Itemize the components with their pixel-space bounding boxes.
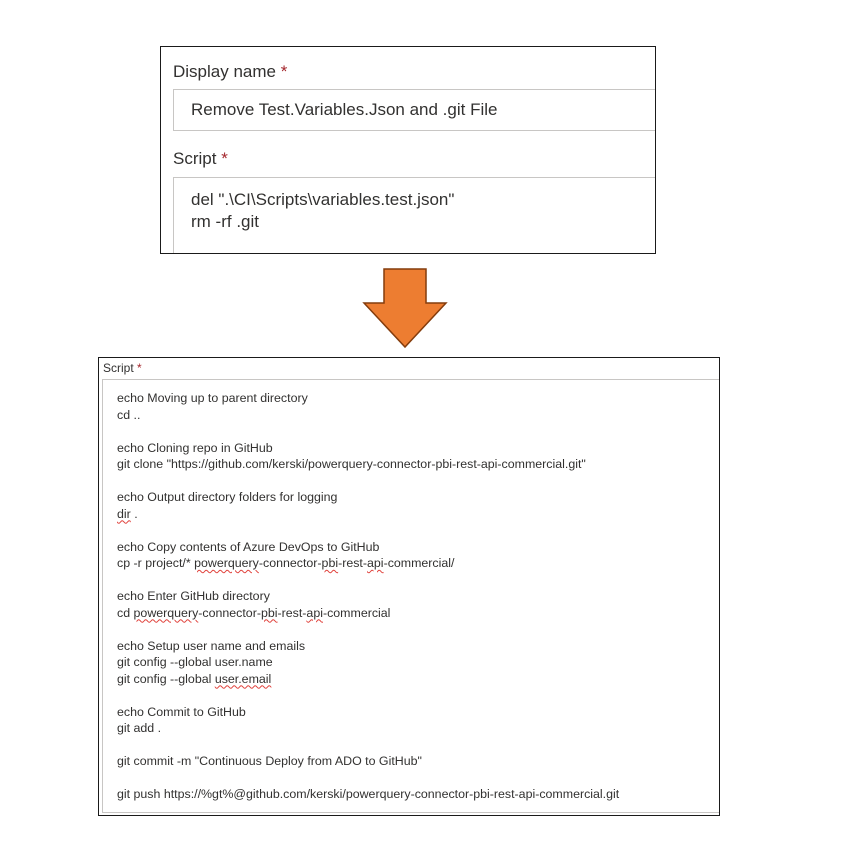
script-textarea-after[interactable] (102, 379, 720, 813)
script-blank-line (117, 770, 720, 787)
script-text: -commercial/ (383, 556, 455, 570)
script-text: . (130, 506, 138, 521)
script-label-text: Script (173, 149, 217, 168)
script-text: -connector- (198, 605, 261, 620)
script-label-text: Script (103, 361, 134, 375)
script-text: git add . (117, 721, 162, 735)
script-line (117, 539, 720, 556)
spellcheck-flagged-word: powerquery (133, 605, 199, 620)
required-asterisk: * (221, 149, 228, 168)
script-line (117, 654, 720, 671)
script-line (117, 671, 720, 688)
spellcheck-flagged-word: powerquery (194, 556, 259, 570)
script-line (117, 440, 720, 457)
script-text: git push https://%gt%@github.com/kerski/powerquery-connector-pbi-rest-api-commercial.git (117, 787, 620, 801)
required-asterisk: * (137, 361, 142, 375)
spellcheck-flagged-word: pbi (321, 556, 339, 570)
arrow-down-icon (362, 267, 448, 349)
script-line (117, 407, 720, 424)
script-label (173, 149, 228, 169)
script-text: -rest- (338, 556, 368, 570)
script-text: git clone "https://github.com/kerski/powerquery-connector-pbi-rest-api-commercial.git" (117, 457, 586, 471)
script-text: cd .. (117, 407, 141, 422)
script-text: -connector- (258, 556, 322, 570)
script-line (117, 489, 720, 506)
script-textarea-before[interactable] (173, 177, 656, 254)
spellcheck-flagged-word: dir (117, 506, 131, 521)
spellcheck-flagged-word: pbi (260, 605, 278, 620)
script-text: echo Cloning repo in GitHub (117, 440, 273, 455)
script-text: git config --global (117, 671, 215, 686)
script-line (117, 786, 720, 803)
script-line: rm -rf .git (191, 212, 259, 231)
script-text: echo Setup user name and emails (117, 638, 306, 653)
task-settings-panel-before (160, 46, 656, 254)
script-text: echo Output directory folders for logging (117, 490, 338, 504)
script-blank-line (117, 572, 720, 589)
arrow-down-shape (364, 269, 446, 347)
script-text: git commit -m "Continuous Deploy from ADO to GitHub" (117, 754, 422, 768)
script-blank-line (117, 473, 720, 490)
display-name-input[interactable]: Remove Test.Variables.Json and .git File (173, 89, 656, 131)
script-blank-line (117, 737, 720, 754)
script-line (117, 704, 720, 721)
task-settings-panel-after (98, 357, 720, 816)
script-text: echo Copy contents of Azure DevOps to GitHub (117, 539, 380, 554)
script-text: echo Commit to GitHub (117, 704, 246, 719)
script-blank-line (117, 522, 720, 539)
script-text: echo Moving up to parent directory (117, 391, 308, 405)
script-blank-line (117, 687, 720, 704)
script-line (117, 753, 720, 770)
script-text: cd (117, 605, 134, 620)
script-line (117, 588, 720, 605)
script-line: del ".\CI\Scripts\variables.test.json" (191, 190, 455, 209)
script-blank-line (117, 621, 720, 638)
script-text: -rest- (277, 605, 307, 620)
script-line (117, 456, 720, 473)
spellcheck-flagged-word: api (367, 556, 384, 570)
script-line (117, 638, 720, 655)
script-label (103, 361, 142, 375)
script-line (117, 555, 720, 572)
script-blank-line (117, 423, 720, 440)
display-name-label-text: Display name (173, 62, 276, 81)
required-asterisk: * (280, 62, 288, 81)
spellcheck-flagged-word: api (306, 605, 323, 620)
display-name-label (173, 62, 287, 82)
script-text: git config --global user.name (117, 655, 273, 669)
spellcheck-flagged-word: user.email (214, 671, 272, 686)
script-line (117, 605, 720, 622)
script-line (117, 506, 720, 523)
script-text: -commercial (322, 605, 391, 620)
script-text: cp -r project/* (117, 556, 195, 570)
script-text: echo Enter GitHub directory (117, 589, 270, 603)
script-line (117, 390, 720, 407)
script-line (117, 720, 720, 737)
